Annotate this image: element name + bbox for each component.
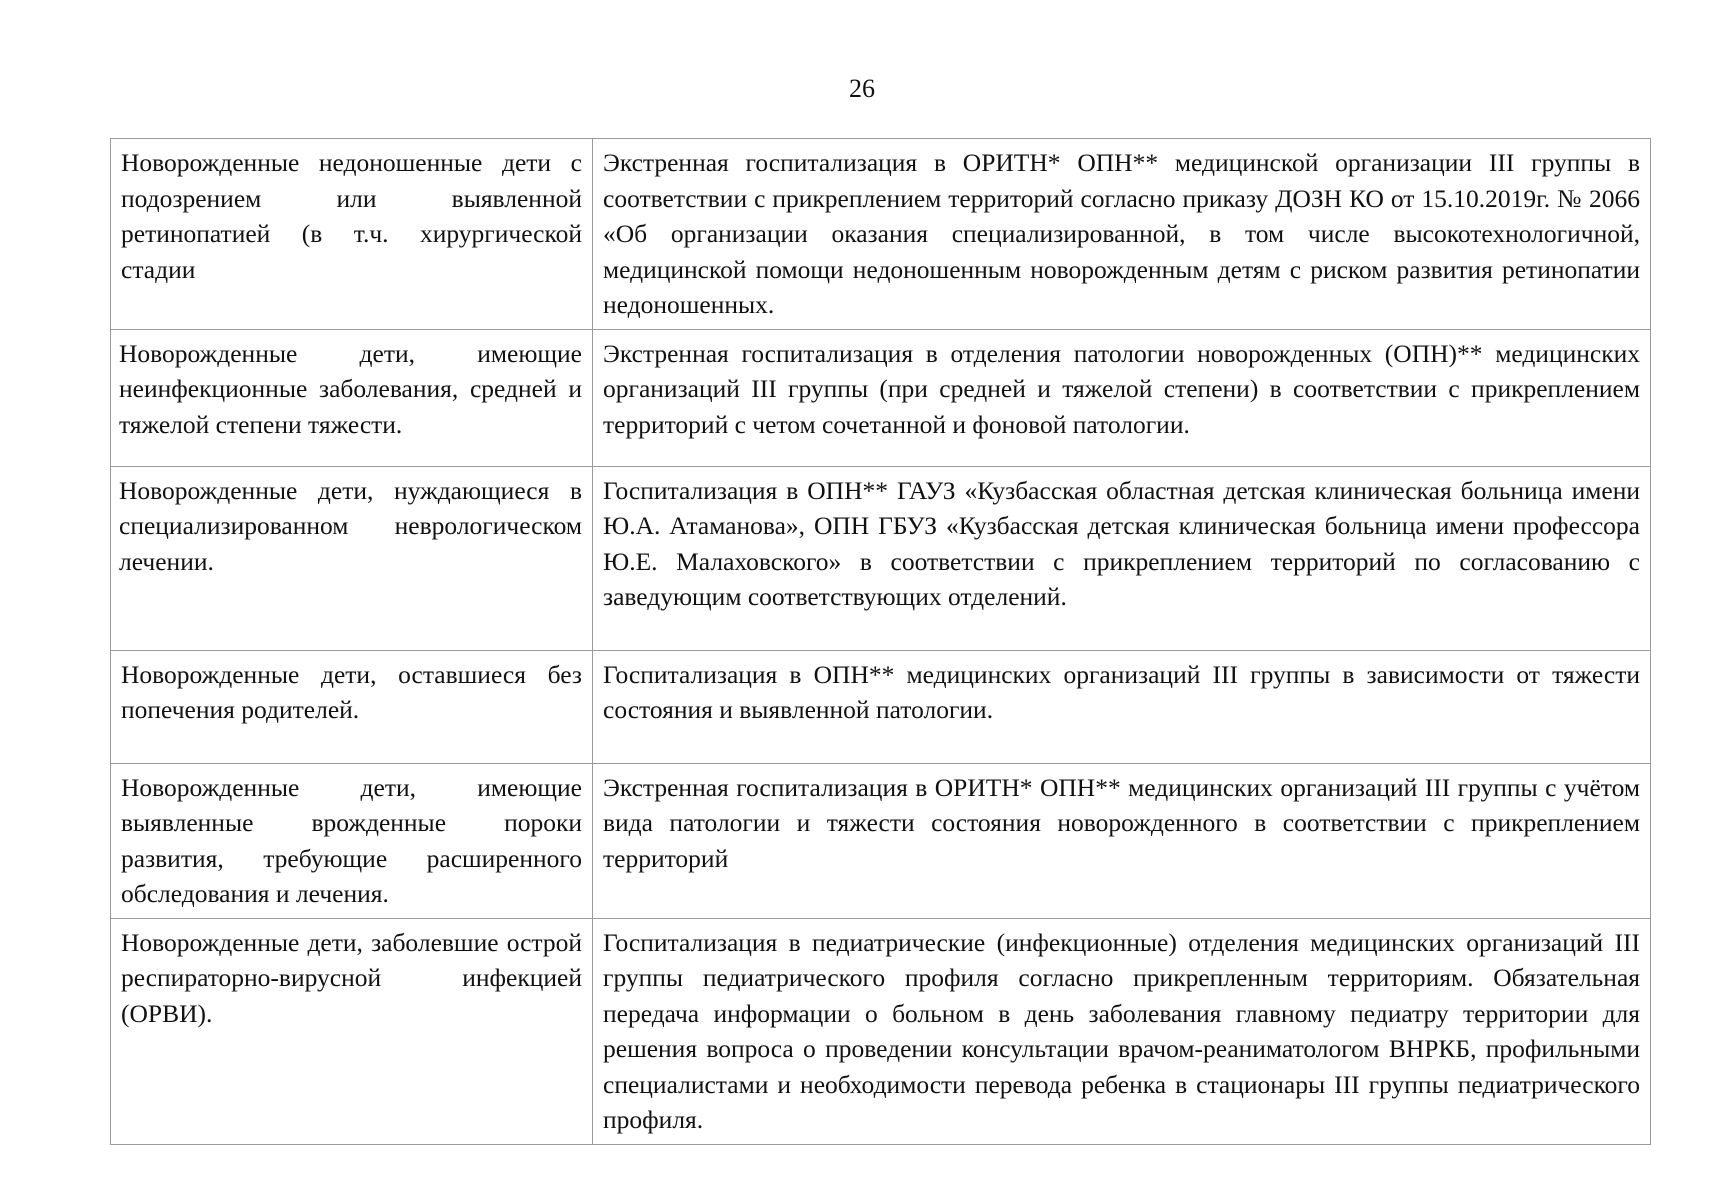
table-row — [111, 139, 1651, 330]
hospitalization-action-cell: Госпитализация в ОПН** ГАУЗ «Кузбасская областная детская клиническая больница имени Ю.А. Атаманова», ОПН ГБУЗ «Кузбасская детская клиническая больница имени профессора Ю.Е. Малаховского» в соответствии с прикреплением территорий по согласованию с заведующим соответствующих отделений. — [593, 466, 1651, 650]
hospitalization-action-cell: Экстренная госпитализация в ОРИТН* ОПН** медицинской организации III группы в соответствии с прикреплением территорий согласно приказу ДОЗН КО от 15.10.2019г. № 2066 «Об организации оказания специализированной, в том числе высокотехнологичной, медицинской помощи недоношенным новорожденным детям с риском развития ретинопатии недоношенных. — [593, 139, 1651, 330]
patient-category-cell: Новорожденные дети, оставшиеся без попечения родителей. — [111, 650, 593, 763]
hospitalization-action-cell: Экстренная госпитализация в отделения патологии новорожденных (ОПН)** медицинских организаций III группы (при средней и тяжелой степени) в соответствии с прикреплением территорий с четом сочетанной и фоновой патологии. — [593, 329, 1651, 466]
table-row — [111, 918, 1651, 1144]
hospitalization-action-cell: Госпитализация в педиатрические (инфекционные) отделения медицинских организаций III группы педиатрического профиля согласно прикрепленным территориям. Обязательная передача информации о больном в день заболевания главному педиатру территории для решения вопроса о проведении консультации врачом-реаниматологом ВНРКБ, профильными специалистами и необходимости перевода ребенка в стационары III группы педиатрического профиля. — [593, 918, 1651, 1144]
patient-category-cell: Новорожденные дети, имеющие неинфекционные заболевания, средней и тяжелой степени тяжести. — [111, 329, 593, 466]
table-row — [111, 466, 1651, 650]
patient-category-cell: Новорожденные дети, нуждающиеся в специализированном неврологическом лечении. — [111, 466, 593, 650]
table-row — [111, 329, 1651, 466]
hospitalization-action-cell: Госпитализация в ОПН** медицинских организаций III группы в зависимости от тяжести состояния и выявленной патологии. — [593, 650, 1651, 763]
patient-category-cell: Новорожденные недоношенные дети с подозрением или выявленной ретинопатией (в т.ч. хирургической стадии — [111, 139, 593, 330]
table-row — [111, 650, 1651, 763]
hospitalization-table — [110, 138, 1651, 1145]
page-number: 26 — [849, 74, 875, 103]
hospitalization-action-cell: Экстренная госпитализация в ОРИТН* ОПН** медицинских организаций III группы с учётом вида патологии и тяжести состояния новорожденного в соответствии с прикреплением территорий — [593, 763, 1651, 918]
patient-category-cell: Новорожденные дети, заболевшие острой респираторно-вирусной инфекцией (ОРВИ). — [111, 918, 593, 1144]
patient-category-cell: Новорожденные дети, имеющие выявленные врожденные пороки развития, требующие расширенного обследования и лечения. — [111, 763, 593, 918]
table-row — [111, 763, 1651, 918]
